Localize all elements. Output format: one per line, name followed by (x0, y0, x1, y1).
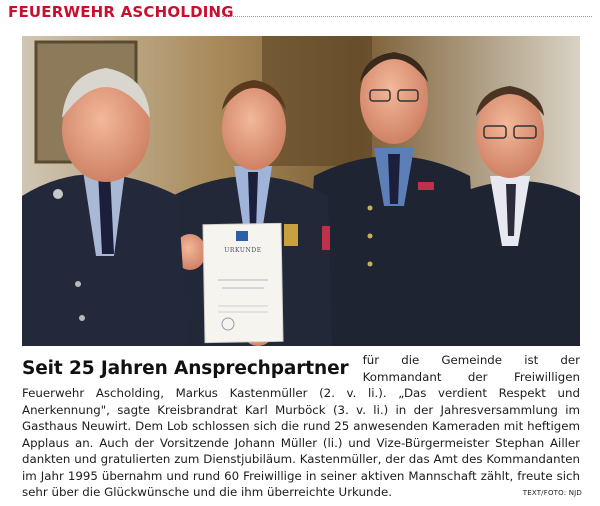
header-divider (222, 16, 592, 17)
certificate-title: URKUNDE (224, 247, 262, 254)
photo-credit: TEXT/FOTO: NJD (522, 489, 582, 497)
photo-illustration (22, 36, 580, 346)
article-text: für die Gemeinde ist der Kommandant der Freiwilligen Feuerwehr Ascholding, Markus Kastenmüller (2. v. li.). „Das verdient Respekt und Anerkennung", sagte Kreisbrandrat Karl Murböck (3. v. li.) in der Jahresversammlung im Gasthaus Neuwirt. Dem Lob schlossen sich die rund 25 anwesenden Kameraden mit heftigem Applaus an. Auch der Vorsitzende Johann Müller (li.) und Vize-Bürgermeister Stephan Ailler dankten und gratulierten zum Dienstjubiläum. Kastenmüller, der das Amt des Kommandanten im Jahr 1995 übernahm und rund 60 Freiwillige in seiner aktiven Mannschaft zählt, freute sich sehr über die Glückwünsche und die ihm überreichte Urkunde. (22, 353, 580, 499)
section-header (8, 2, 592, 24)
article-body (22, 352, 580, 501)
section-kicker: FEUERWEHR ASCHOLDING (8, 3, 234, 21)
certificate (203, 223, 283, 342)
article-headline: Seit 25 Jahren Ansprechpartner (22, 358, 349, 379)
article-photo (22, 36, 580, 346)
